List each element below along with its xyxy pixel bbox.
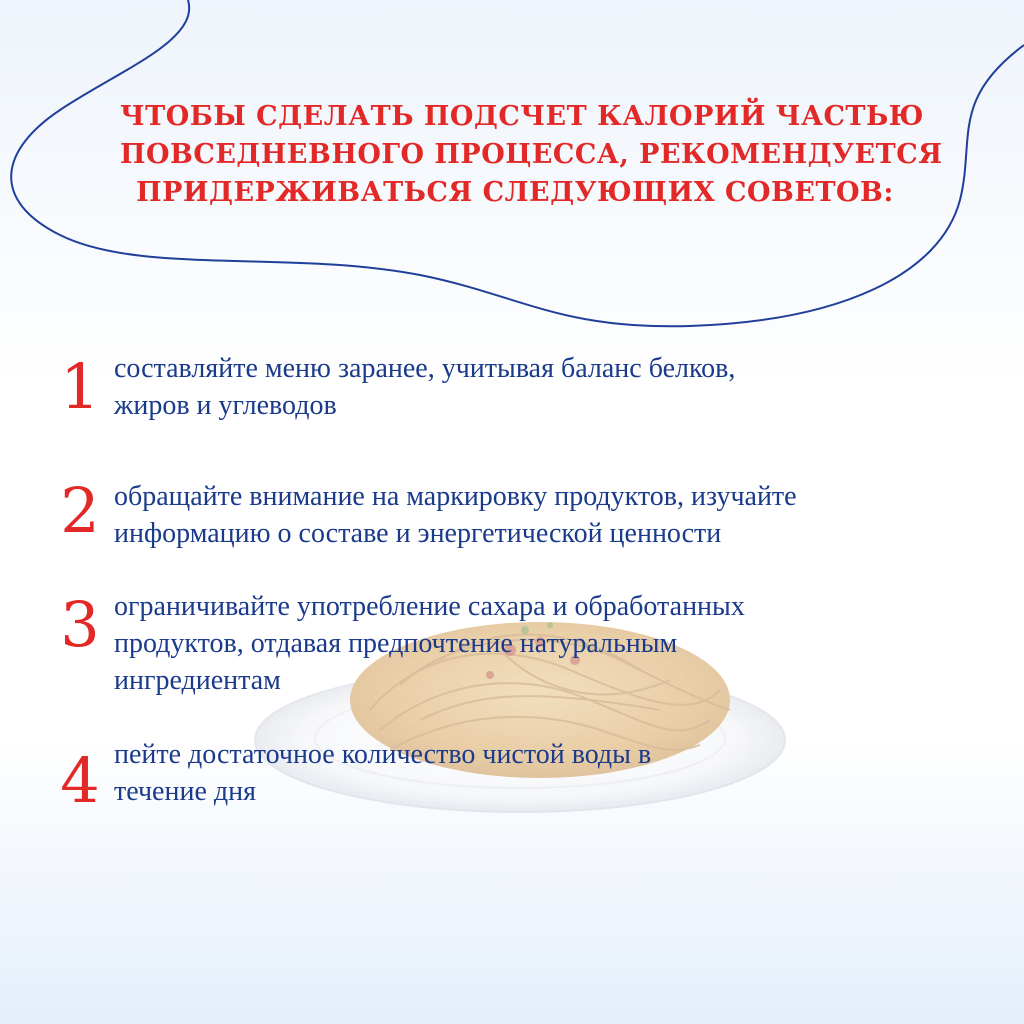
tip-number: 1	[60, 350, 100, 423]
tip-text-line: пейте достаточное количество чистой воды в	[114, 739, 652, 770]
tip-text-line: информацию о составе и энергетической ценности	[114, 518, 722, 549]
tip-text	[114, 736, 974, 810]
tip-text-line: составляйте меню заранее, учитывая баланс белков,	[114, 353, 736, 384]
heading-line: ЧТОБЫ СДЕЛАТЬ ПОДСЧЕТ КАЛОРИЙ ЧАСТЬЮ	[120, 101, 925, 132]
tip-text-line: ингредиентам	[114, 665, 281, 696]
heading-line: ПОВСЕДНЕВНОГО ПРОЦЕССА, РЕКОМЕНДУЕТСЯ	[120, 139, 943, 170]
tip-number: 3	[60, 588, 100, 661]
tip-text-line: продуктов, отдавая предпочтение натуральным	[114, 628, 678, 659]
heading-line: ПРИДЕРЖИВАТЬСЯ СЛЕДУЮЩИХ СОВЕТОВ:	[136, 177, 894, 208]
tip-number: 4	[60, 744, 100, 817]
tip-text-line: жиров и углеводов	[114, 390, 337, 421]
tip-text	[114, 588, 974, 699]
tip-number: 2	[60, 474, 100, 547]
tip-text-line: течение дня	[114, 776, 256, 807]
tip-text	[114, 478, 974, 552]
page-heading	[120, 98, 943, 212]
tip-text	[114, 350, 974, 424]
tip-text-line: обращайте внимание на маркировку продуктов, изучайте	[114, 481, 797, 512]
tip-text-line: ограничивайте употребление сахара и обработанных	[114, 591, 745, 622]
